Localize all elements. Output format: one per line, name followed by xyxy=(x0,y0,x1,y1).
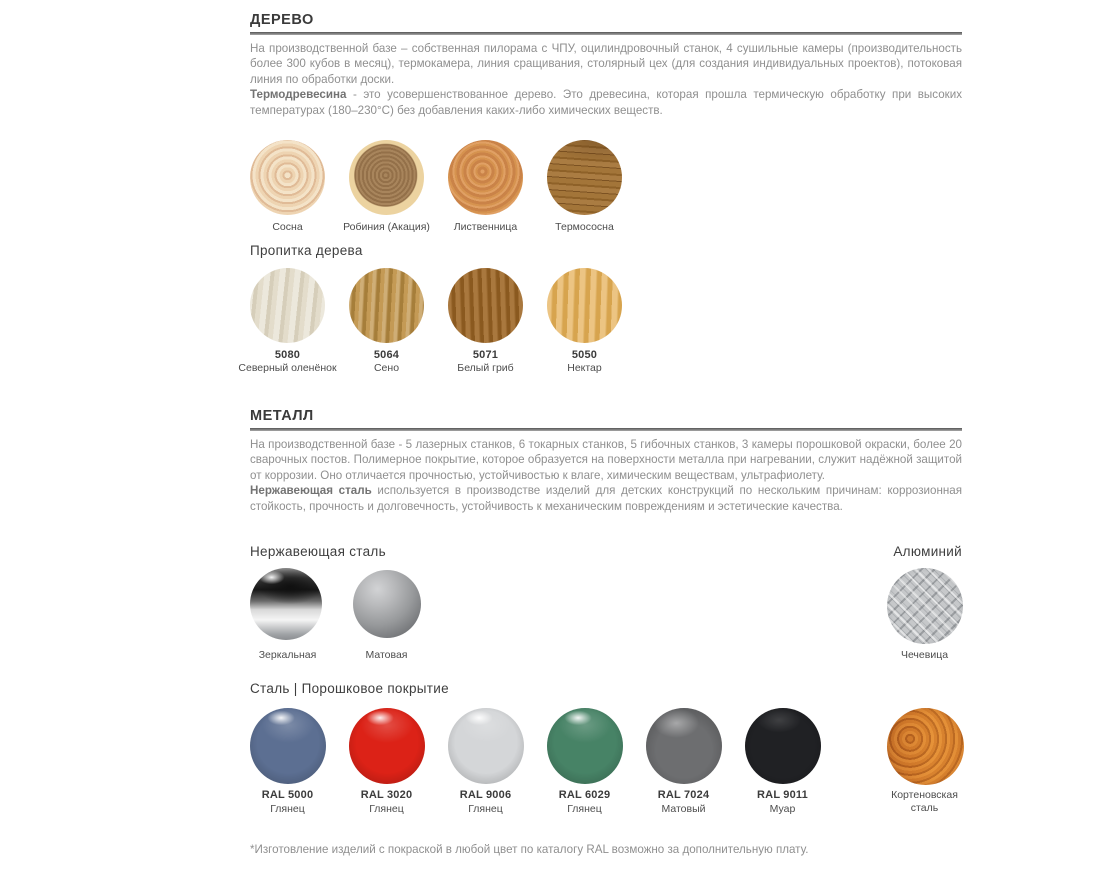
coating-swatch-label xyxy=(262,789,314,815)
wood-section-divider xyxy=(250,32,962,35)
ral-code: RAL 3020 xyxy=(360,789,413,801)
coating-swatch-corten xyxy=(887,708,962,844)
metal-section-title: МЕТАЛЛ xyxy=(250,408,314,424)
wood-swatch-thermopine xyxy=(547,140,622,276)
larch-cross-section-image xyxy=(448,140,523,215)
propitka-name: Сено xyxy=(373,361,400,374)
wood-paragraph-1-text: На производственной базе – собственная пилорама с ЧПУ, оцилиндровочный станок, 4 сушильные камеры (производительность более 300 кубов в месяц), термокамера, линия сращивания, столярный цех (для создания индивидуальных проектов), потоковая линия по обработки доски. xyxy=(250,42,962,86)
coating-swatch-label xyxy=(658,789,710,815)
ral3020-sphere-image xyxy=(349,708,425,784)
coating-swatch-label xyxy=(757,789,808,815)
coating-swatch-ral5000 xyxy=(250,708,325,844)
propitka-5064-image xyxy=(349,268,424,343)
coating-swatch-ral9006 xyxy=(448,708,523,844)
propitka-code: 5064 xyxy=(373,349,400,361)
coating-heading: Сталь | Порошковое покрытие xyxy=(250,681,449,696)
ral-code: RAL 6029 xyxy=(558,789,611,801)
pine-cross-section-image xyxy=(250,140,325,215)
aluminum-swatch-label: Чечевица xyxy=(900,649,949,661)
propitka-swatch-label xyxy=(232,349,344,374)
wood-section-text xyxy=(250,41,962,118)
ral-finish: Глянец xyxy=(567,802,602,815)
wood-swatch-larch xyxy=(448,140,523,276)
ral6029-sphere-image xyxy=(547,708,623,784)
metal-section-divider xyxy=(250,428,962,431)
ral-finish: Глянец xyxy=(369,802,404,815)
ral-code: RAL 5000 xyxy=(261,789,314,801)
wood-swatch-label: Сосна xyxy=(272,221,303,233)
propitka-swatch-5064 xyxy=(349,268,424,404)
metal-paragraph-1-text: На производственной базе - 5 лазерных станков, 6 токарных станков, 5 гибочных станков, 3 камеры порошковой окраски, более 20 сварочных постов. Полимерное покрытие, которое образуется на поверхности металла при нагревании, служит надёжной защитой от коррозии. Оно отличается прочностью, устойчивостью к влаге, химическим веществам, ультрафиолету. xyxy=(250,438,962,482)
stainless-swatch-label: Матовая xyxy=(365,649,408,661)
propitka-code: 5071 xyxy=(472,349,499,361)
wood-paragraph-2-lead: Термодревесина xyxy=(250,88,347,102)
page-content xyxy=(238,0,962,879)
aluminum-swatch-lentil xyxy=(887,568,962,704)
ral-finish: Глянец xyxy=(270,802,305,815)
metal-paragraph-2-lead: Нержавеющая сталь xyxy=(250,484,372,498)
ral-finish: Муар xyxy=(769,802,796,815)
ral-finish: Матовый xyxy=(661,802,706,815)
propitka-code: 5080 xyxy=(274,349,301,361)
ral9011-sphere-image xyxy=(745,708,821,784)
matte-steel-sphere-image xyxy=(353,570,421,638)
coating-swatch-label xyxy=(559,789,611,815)
propitka-swatch-5071 xyxy=(448,268,523,404)
mirror-steel-sphere-image xyxy=(250,568,322,640)
wood-swatch-label: Лиственница xyxy=(453,221,518,233)
propitka-heading: Пропитка дерева xyxy=(250,243,363,258)
coating-swatch-label xyxy=(460,789,512,815)
propitka-name: Северный оленёнок xyxy=(238,361,337,374)
thermopine-grain-image xyxy=(547,140,622,215)
propitka-name: Белый гриб xyxy=(457,361,514,374)
propitka-5080-image xyxy=(250,268,325,343)
ral-code: RAL 7024 xyxy=(657,789,710,801)
propitka-swatch-row xyxy=(238,268,962,404)
stainless-heading: Нержавеющая сталь xyxy=(250,544,386,559)
propitka-swatch-5050 xyxy=(547,268,622,404)
corten-steel-image xyxy=(887,708,964,785)
stainless-swatch-label: Зеркальная xyxy=(258,649,317,661)
metal-paragraph-2-text: используется в производстве изделий для детских конструкций по нескольким причинам: коррозионная стойкость, прочность и долговечность, устойчивость к механическим повреждениям и эстетические качества. xyxy=(250,484,962,513)
coating-swatch-ral6029 xyxy=(547,708,622,844)
coating-swatch-ral7024 xyxy=(646,708,721,844)
ral9006-sphere-image xyxy=(448,708,524,784)
propitka-5071-image xyxy=(448,268,523,343)
wood-paragraph-2 xyxy=(250,87,962,118)
propitka-swatch-5080 xyxy=(238,268,337,404)
corten-label: Кортеновская сталь xyxy=(891,789,958,814)
wood-paragraph-2-text: - это усовершенствованное дерево. Это древесина, которая прошла термическую обработку при высоких температурах (180–230°С) без добавления каких-либо химических веществ. xyxy=(250,88,962,117)
coating-swatch-ral9011 xyxy=(745,708,820,844)
coating-swatch-label xyxy=(361,789,413,815)
aluminum-heading: Алюминий xyxy=(893,544,962,559)
metal-section-text xyxy=(250,437,962,514)
robinia-cross-section-image xyxy=(349,140,424,215)
ral-code: RAL 9006 xyxy=(459,789,512,801)
metal-subheadings xyxy=(250,544,962,559)
ral7024-sphere-image xyxy=(646,708,722,784)
coating-swatch-ral3020 xyxy=(349,708,424,844)
propitka-5050-image xyxy=(547,268,622,343)
metal-paragraph-2 xyxy=(250,483,962,514)
propitka-swatch-label xyxy=(430,349,542,374)
footnote: *Изготовление изделий с покраской в любой цвет по каталогу RAL возможно за дополнительную плату. xyxy=(250,843,809,856)
propitka-code: 5050 xyxy=(571,349,598,361)
coating-swatch-row xyxy=(250,708,962,844)
wood-section-title: ДЕРЕВО xyxy=(250,12,314,28)
ral5000-sphere-image xyxy=(250,708,326,784)
propitka-swatch-label xyxy=(331,349,443,374)
propitka-swatch-label xyxy=(529,349,641,374)
wood-paragraph-1 xyxy=(250,41,962,87)
metal-paragraph-1 xyxy=(250,437,962,483)
ral-code: RAL 9011 xyxy=(757,789,808,801)
ral-finish: Глянец xyxy=(468,802,503,815)
propitka-name: Нектар xyxy=(567,361,602,374)
wood-swatch-label: Термососна xyxy=(555,221,614,233)
wood-swatch-label: Робиния (Акация) xyxy=(343,221,430,233)
checker-plate-image xyxy=(887,568,963,644)
